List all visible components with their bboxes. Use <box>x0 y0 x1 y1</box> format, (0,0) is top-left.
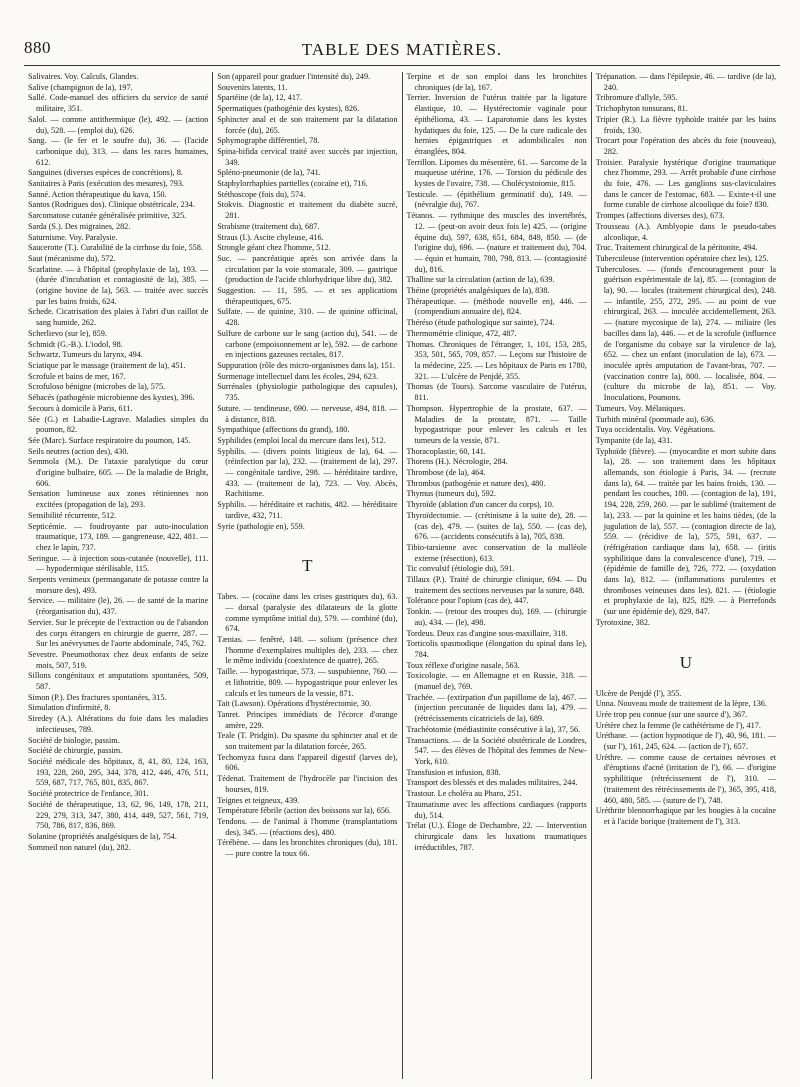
index-entry: Société médicale des hôpitaux, 8, 41, 80, 124, 163, 193, 228, 260, 295, 344, 378, 412, 446, 476, 511, 559, 687, 717, 765, 801, 835, 867. <box>28 757 209 788</box>
index-entry: Thompson. Hypertrophie de la prostate, 637. — Maladies de la prostate, 871. — Taille hypogastrique pour enlever les calculs et les tumeurs de la vessie, 871. <box>406 403 587 445</box>
index-entry: Tibio-tarsienne avec conservation de la malléole externe (résection), 613. <box>406 542 587 563</box>
index-entry: Siredey (A.). Altérations du foie dans les maladies infectieuses, 789. <box>28 714 209 734</box>
section-letter-heading: U <box>679 652 693 672</box>
index-entry: Taille. — hypogastrique, 573. — suspubienne, 760. — et lithotritie, 809. — hypogastrique pour enlever les calculs et les tumeurs de la vessie, 871. <box>217 667 398 698</box>
index-entry: Tédenat. Traitement de l'hydrocèle par l'incision des bourses, 819. <box>217 774 398 794</box>
index-entry: Trépanation. — dans l'épilepsie, 46. — tardive (de la), 240. <box>595 72 776 92</box>
index-entry: Staphylorrhaphies partielles (cocaïne et), 716. <box>217 179 368 189</box>
index-entry: Urée trop peu connue (sur une source d'), 367. <box>595 709 748 719</box>
index-entry: Schwartz. Tumeurs du larynx, 494. <box>28 350 143 360</box>
index-entry: Sphincter anal et de son traitement par la dilatation forcée (du), 265. <box>217 114 398 135</box>
index-entry: Strabisme (traitement du), 687. <box>217 221 320 231</box>
index-entry: Scarlatine. — à l'hôpital (prophylaxie de la), 193. — (durée d'incubation et contagiosité de la), 385. — (origine bovine de la), 563. — traitée avec succès par les bains froids, 624. <box>28 264 209 306</box>
index-entry: Sphymographe différentiel, 78. <box>217 136 320 146</box>
index-entry: Stokvis. Diagnostic et traitement du diabète sucré, 281. <box>217 200 398 221</box>
index-entry: Tumeurs. Voy. Mélaniques. <box>595 403 686 413</box>
index-entry: Ulcère de Penjdé (l'), 355. <box>595 688 682 698</box>
index-entry: Tonkin. — (retour des troupes du), 169. — (chirurgie au), 434. — (le), 498. <box>406 607 587 627</box>
index-entry: Traumatisme avec les affections cardiaques (rapports du), 514. <box>406 799 587 820</box>
index-entry: Tordeus. Deux cas d'angine sous-maxillaire, 318. <box>406 628 568 638</box>
index-entry: Saturnisme. Voy. Paralysie. <box>28 232 118 242</box>
index-entry: Sciatique par le massage (traitement de la), 451. <box>28 360 186 370</box>
running-title: TABLE DES MATIÈRES. <box>301 40 503 59</box>
index-entry: Thalline sur la circulation (action de la), 639. <box>406 275 555 285</box>
index-entry: Tympanite (de la), 431. <box>595 435 673 445</box>
index-entry: Société de chirurgie, passim. <box>28 746 123 756</box>
index-entry: Térébène. — dans les bronchites chroniques (du), 181. — pure contre la toux 66. <box>217 838 398 859</box>
index-entry: Saut (mécanisme du), 572. <box>28 253 116 263</box>
index-entry: Truc. Traitement chirurgical de la péritonite, 494. <box>595 243 758 253</box>
index-entry: Thoracoplastie, 60, 141. <box>406 446 486 456</box>
index-entry: Tuberculoses. — (fonds d'encouragement pour la guérison expérimentale de la), 85. — (contagion de la), 90. — locales (traitement chirurgical des), 248. — infantile, 255, 272, 295. — au point de vue chirurgical, 263. — inoculée accidentellement, 263. — (nature mycosique de la), 274. — miliaire (les bacilles dans la), 446. — et de la scrofule (influence de l'organisme du cobaye sur la virulence de la), 652. — chez un enfant (inoculation de la), 673. — inoculée après amputation de l'avant-bras, 707. — (vaccination contre la), 800. — localisée, 804. — (culture du microbe de la), 851. — Voy. Inoculations, Poumons. <box>595 264 776 403</box>
page-header <box>24 38 780 64</box>
index-entry: Thorens (H.). Nécrologie, 284. <box>406 457 508 467</box>
index-entry: Sallé. Code-manuel des officiers du service de santé militaire, 351. <box>28 93 209 114</box>
index-entry: Tétanos. — rythmique des muscles des invertébrés, 12. — (peut-on avoir deux fois le) 425. — (origine équine du), 597, 638, 651, 684, 849, 850. — (de l'origine du), 696. — (nature et traitement du), 704. — équin et humain, 780, 798, 813. — (contagiosité du), 816. <box>406 211 587 274</box>
index-entry: Théine (propriétés analgésiques de la), 838. <box>406 286 550 296</box>
index-entry: Tolérance pour l'opium (cas de), 447. <box>406 596 529 606</box>
index-entry: Trastour. Le choléra au Pharo, 251. <box>406 789 522 799</box>
index-entry: Société protectrice de l'enfance, 301. <box>28 789 149 799</box>
index-entry: Thomas. Chroniques de l'étranger, 1, 101, 153, 285, 353, 501, 565, 709, 857. — Leçons sur l'histoire de la médecine, 225. — Les hôpitaux de Paris en 1780, 321. — L'ulcère de Penjdé, 355. <box>406 339 587 381</box>
index-entry: Seringue. — à injection sous-cutanée (nouvelle), 111. — hypodermique stérilisable, 115. <box>28 553 209 574</box>
index-entry: Tait (Lawson). Opérations d'hystérectomie, 30. <box>217 699 372 709</box>
index-entry: Tuberculeuse (intervention opératoire chez les), 125. <box>595 253 769 263</box>
index-entry: Spermatiques (pathogénie des kystes), 826. <box>217 104 360 114</box>
index-entry: Son (appareil pour graduer l'intensité du), 249. <box>217 72 371 81</box>
index-entry: Sang. — (le fer et le soufre du), 36. — (l'acide carbonique du), 313. — dans les races humaines, 612. <box>28 136 209 167</box>
index-entry: Toux réflexe d'origine nasale, 563. <box>406 660 520 670</box>
index-entry: Sommeil non naturel (du), 282. <box>28 842 131 852</box>
index-entry: Tendons. — de l'animal à l'homme (transplantations des), 345. — (réactions des), 480. <box>217 817 398 837</box>
index-entry: Scrofule et bains de mer, 167. <box>28 371 126 381</box>
index-entry: Tanret. Principes immédiats de l'écorce d'orange amère, 229. <box>217 709 398 730</box>
index-columns <box>24 72 780 1079</box>
index-entry: Suggestion. — 11, 595. — et ses applications thérapeutiques, 675. <box>217 286 398 306</box>
index-entry: Sevestre. Pneumothorax chez deux enfants de seize mois, 507, 519. <box>28 649 209 670</box>
index-entry: Sulfate. — de quinine, 310. — de quinine officinal, 428. <box>217 307 398 328</box>
index-entry: Souvenirs latents, 11. <box>217 82 288 92</box>
index-entry: Trousseau (A.). Amblyopie dans le pseudo-tabes alcoolique, 4. <box>595 221 776 242</box>
index-entry: Urèthre. — comme cause de certaines névroses et d'éruptions d'acné (irritation de l'), 66. — d'origine syphilitique (rétrécissement de l'), 310. — (traitement des rétrécissements de l'), 365, 395, 418, 460, 480, 585. — (suture de l'), 748. <box>595 752 776 805</box>
index-entry: Schede. Cicatrisation des plaies à l'abri d'un caillot de sang humide, 262. <box>28 307 209 328</box>
index-entry: Scherlievo (sur le), 859. <box>28 328 107 338</box>
index-column-3 <box>402 72 591 1079</box>
index-entry: Schmidt (G.-B.). L'iodol, 98. <box>28 339 123 349</box>
index-entry: Spina-bifida cervical traité avec succès par injection, 349. <box>217 146 398 167</box>
index-entry: Suppuration (rôle des micro-organismes dans la), 151. <box>217 360 395 370</box>
index-entry: Troisier. Paralysie hystérique d'origine traumatique chez l'homme, 293. — Arrêt probable d'une cirrhose du foie, 476. — Les ganglions sus-claviculaires dans le cancer de l'estomac, 683. — Existe-t-il une forme curable de cirrhose alcoolique du foie? 830. <box>595 157 776 210</box>
index-entry: Simulation d'infirmité, 8. <box>28 703 111 713</box>
index-entry: Suture. — tendineuse, 690. — nerveuse, 494, 818. — à distance, 818. <box>217 403 398 424</box>
index-entry: Trélat (U.). Éloge de Dechambre, 22. — Intervention chirurgicale dans les luxations traumatiques irréductibles, 787. <box>406 821 587 852</box>
index-entry: Sarcomatose cutanée généralisée primitive, 325. <box>28 211 187 221</box>
index-entry: Transfusion et infusion, 838. <box>406 767 501 777</box>
index-entry: Surmenage intellectuel dans les écoles, 294, 623. <box>217 371 378 381</box>
index-entry: Suc. — pancréatique après son arrivée dans la circulation par la voie stomacale, 309. — gastrique (production de l'acide chlorhydrique libre du), 382. <box>217 253 398 285</box>
index-entry: Sulfure de carbone sur le sang (action du), 541. — de carbone (empoisonnement ar le), 592. — de carbone en injections gazeuses rectales, 817. <box>217 328 398 360</box>
index-entry: Thrombose (de la), 464. <box>406 468 486 478</box>
index-entry: Transport des blessés et des malades militaires, 244. <box>406 778 578 788</box>
index-entry: Unna. Nouveau mode de traitement de la lèpre, 136. <box>595 699 767 709</box>
index-entry: Terpine et de son emploi dans les bronchites chroniques (de la), 167. <box>406 72 587 92</box>
index-entry: Turbith minéral (pommade au), 636. <box>595 414 716 424</box>
index-entry: Thérapeutique. — (méthode nouvelle en), 446. — (compendium annuaire de), 824. <box>406 296 587 317</box>
index-entry: Sillons congénitaux et amputations spontanées, 509, 587. <box>28 671 209 692</box>
index-entry: Thrombus (pathogénie et nature des), 480. <box>406 478 546 488</box>
index-entry: Typhoïde (fièvre). — (myocardite et mort subite dans la), 28. — son traitement dans les hôpitaux allemands, son étiologie à Paris, 34. — (recrute dans la), 64. — traitée par les bains froids, 130. — pendant les couches, 180. — (contagion de la), 191, 194, 228, 259, 260. — par le sublimé (traitement de la), 233. — par la quinine et les bains tièdes, (de la jugulation de la), 557. — (contagion directe de la), 559. — (récidive de la), 575, 591, 637. — (réfrigération cardiaque dans la), 658. — (iritis syphilitique dans la convalescence d'une), 719. — (épidémie de famille de), 726, 772. — (oxydation dans la), 812. — (inflammations purulentes et thromboses veineuses dans les), 821. — (étiologie et prophylaxie de la), 825, 829. — à Pierrefonds (sur une épidémie de), 829, 847. <box>595 446 776 617</box>
index-entry: Uréthane. — (action hypnotique de l'), 40, 96, 181. — (sur l'), 161, 245, 624. — (action de l'), 657. <box>595 731 776 752</box>
index-entry: Thyroïde (ablation d'un cancer du corps), 10. <box>406 500 554 510</box>
index-entry: Sanitaires à Paris (exécution des mesures), 793. <box>28 179 184 189</box>
index-entry: Techomyza fusca dans l'appareil digestif (larves de), 606. <box>217 752 398 773</box>
index-entry: Sensibilité récurrente, 512. <box>28 510 117 520</box>
index-entry: Syphilides (emploi local du mercure dans les), 512. <box>217 435 386 445</box>
index-entry: Société de biologie, passim. <box>28 735 120 745</box>
index-entry: Teignes et teigneux, 439. <box>217 795 300 805</box>
index-entry: Service. — militaire (le), 26. — de santé de la marine (réorganisation du), 437. <box>28 596 209 617</box>
index-entry: Température fébrile (action des boissons sur la), 656. <box>217 806 392 816</box>
index-entry: Septicémie. — foudroyante par auto-inoculation traumatique, 173, 189. — gangreneuse, 422, 481. — chez le lapin, 737. <box>28 521 209 552</box>
index-entry: Surrénales (physiologie pathologique des capsules), 735. <box>217 382 398 403</box>
index-entry: Tuya occidentalis. Voy. Végétations. <box>595 425 715 435</box>
index-entry: Serpents venimeux (permanganate de potasse contre la morsure des), 493. <box>28 575 209 595</box>
index-entry: Semmola (M.). De l'ataxie paralytique du cœur d'origine bulbaire, 605. — De la maladie de Bright, 606. <box>28 457 209 488</box>
index-entry: Tic convulsif (étiologie du), 591. <box>406 564 515 574</box>
index-entry: Sanguines (diverses espèces de concrétions), 8. <box>28 168 183 178</box>
index-entry: Torticolis spasmodique (élongation du spinal dans le), 784. <box>406 639 587 659</box>
index-entry: Tænias. — fenêtré, 148. — solium (présence chez l'homme d'exemplaires multiples de), 233. — chez le même individu (coexistence de quatre), 265. <box>217 635 398 666</box>
index-entry: Salivaires. Voy. Calculs, Glandes. <box>28 72 139 81</box>
index-entry: Terrillon. Lipomes du mésentère, 61. — Sarcome de la muqueuse utérine, 176. — Torsion du pédicule des kystes de l'ovaire, 738. — Cholécystotomie, 815. <box>406 157 587 189</box>
index-entry: Société de thérapeutique, 13, 62, 96, 149, 178, 211, 229, 279, 313, 347, 380, 414, 449, 527, 561, 719, 750, 786, 817, 836, 869. <box>28 799 209 831</box>
index-entry: Trachée. — (extirpation d'un papillome de la), 467. — (injection percutanée de liquides dans la), 479. — (rétrécissements cicatriciels de la), 689. <box>406 692 587 724</box>
index-entry: Syrie (pathologie en), 559. <box>217 521 305 531</box>
index-entry: Sarda (S.). Des migraines, 282. <box>28 221 131 231</box>
page-number: 880 <box>24 38 51 57</box>
index-entry: Trocart pour l'opération des abcès du foie (nouveau), 282. <box>595 136 776 156</box>
index-column-2 <box>212 72 401 1079</box>
index-entry: Thyroïdectomie. — (crétinisme à la suite de), 28. — (cas de), 479. — (suites de la), 550. — (cas de), 676. — (accidents consécutifs à la), 705, 838. <box>406 510 587 542</box>
index-entry: Tribromure d'allyle, 595. <box>595 93 678 103</box>
index-entry: Trichophyton tonsurans, 81. <box>595 104 688 114</box>
header-rule <box>24 65 780 66</box>
index-entry: Simon (P.). Des fractures spontanées, 315. <box>28 692 167 702</box>
index-entry: Thomas (de Tours). Sarcome vasculaire de l'utérus, 811. <box>406 382 587 403</box>
index-entry: Théréso (étude pathologique sur sainte), 724. <box>406 318 555 328</box>
index-entry: Tyrotoxine, 382. <box>595 617 650 627</box>
index-entry: Toxicologie. — en Allemagne et en Russie, 318. — (manuel de), 769. <box>406 671 587 692</box>
index-entry: Syphilis. — héréditaire et rachitis, 482. — héréditaire tardive, 432, 711. <box>217 500 398 520</box>
index-entry: Uréthrite blennorrhagique par les bougies à la cocaïne et à l'acide borique (traitement de l'), 313. <box>595 806 776 826</box>
index-entry: Transactions. — de la Société obstétricale de Londres, 547. — des élèves de l'hôpital des femmes de New-York, 610. <box>406 735 587 766</box>
index-entry: Spartéine (de la), 12, 417. <box>217 93 303 103</box>
index-entry: Scrofuloso bénigne (microbes de la), 575. <box>28 382 166 392</box>
index-entry: Urétère chez la femme (le cathétérisme de l'), 417. <box>595 720 761 730</box>
index-column-4 <box>591 72 780 1079</box>
index-entry: Sée (Marc). Surface respiratoire du poumon, 145. <box>28 435 191 445</box>
index-entry: Secours à domicile à Paris, 611. <box>28 403 133 413</box>
index-entry: Thermométrie clinique, 472, 487. <box>406 328 517 338</box>
index-entry: Sée (G.) et Labadie-Lagrave. Maladies simples du poumon, 82. <box>28 414 209 435</box>
index-column-1 <box>24 72 212 1079</box>
index-entry: Salive (champignon de la), 197. <box>28 82 133 92</box>
index-entry: Testicule. — (épithélium germinatif du), 149. — (névralgie du), 767. <box>406 189 587 210</box>
index-entry: Teale (T. Pridgin). Du spasme du sphincter anal et de son traitement par la dilatation forcée, 265. <box>217 731 398 752</box>
index-entry: Terrier. Inversion de l'utérus traitée par la ligature élastique, 10. — Hystérectomie vaginale pour épithélioma, 43. — Laparotomie dans les kystes hydatiques du foie, 125. — De la cure radicale des hernies épigastriques et adombilicales non étranglées, 804. <box>406 93 587 156</box>
index-entry: Sensation lumineuse aux zones rétiniennes non excitées (propagation de la), 293. <box>28 489 209 510</box>
index-entry: Trachéotomie (médiastinite consécutive à la), 37, 56. <box>406 724 581 734</box>
index-entry: Syphilis. — (divers points litigieux de la), 64. — (réinfection par la), 232. — (traitement de la), 297. — congénitale tardive, 298. — héréditaire tardive, 433. — (traitement de la), 723. — Voy. Abcès, Rachitisme. <box>217 446 398 499</box>
index-entry: Servier. Sur le précepte de l'extraction ou de l'abandon des corps étrangers en chirurgie de guerre, 287. — Sur les anévrysmes de l'aorte abdominale, 745, 762. <box>28 617 209 649</box>
index-entry: Trompes (affections diverses des), 673. <box>595 211 725 221</box>
index-entry: Tabes. — (cocaïne dans les crises gastriques du), 63. — dorsal (paralysie des dilatateurs de la glotte comme symptôme initial du), 579. — combiné (du), 674. <box>217 592 398 634</box>
index-entry: Seils neutres (action des), 430. <box>28 446 129 456</box>
index-entry: Saucerotte (T.). Curabilité de la cirrhose du foie, 558. <box>28 243 203 253</box>
index-entry: Sanné. Action thérapeutique du kava, 150. <box>28 189 167 199</box>
index-entry: Thymus (tumeurs du), 592. <box>406 489 496 499</box>
index-entry: Straus (I.). Ascite chyleuse, 416. <box>217 232 324 242</box>
index-entry: Tillaux (P.). Traité de chirurgie clinique, 694. — Du traitement des sections nerveuses par la suture, 848. <box>406 575 587 595</box>
index-entry: Stéthoscope (fois du), 574. <box>217 189 306 199</box>
index-entry: Strongle géant chez l'homme, 512. <box>217 243 331 253</box>
index-entry: Solanine (propriétés analgésiques de la), 754. <box>28 831 177 841</box>
section-letter-heading: T <box>302 556 313 576</box>
index-entry: Spléno-pneumonie (de la), 741. <box>217 168 321 178</box>
index-entry: Santos (Rodrigues dos). Clinique obstétricale, 234. <box>28 200 195 210</box>
index-entry: Tripier (R.). La fièvre typhoïde traitée par les bains froids, 130. <box>595 114 776 135</box>
index-entry: Salol. — comme antithermique (le), 492. — (action du), 528. — (emploi du), 626. <box>28 114 209 135</box>
index-entry: Sympathique (affections du grand), 180. <box>217 425 350 435</box>
index-entry: Sébacés (pathogénie microbienne des kystes), 396. <box>28 393 195 403</box>
